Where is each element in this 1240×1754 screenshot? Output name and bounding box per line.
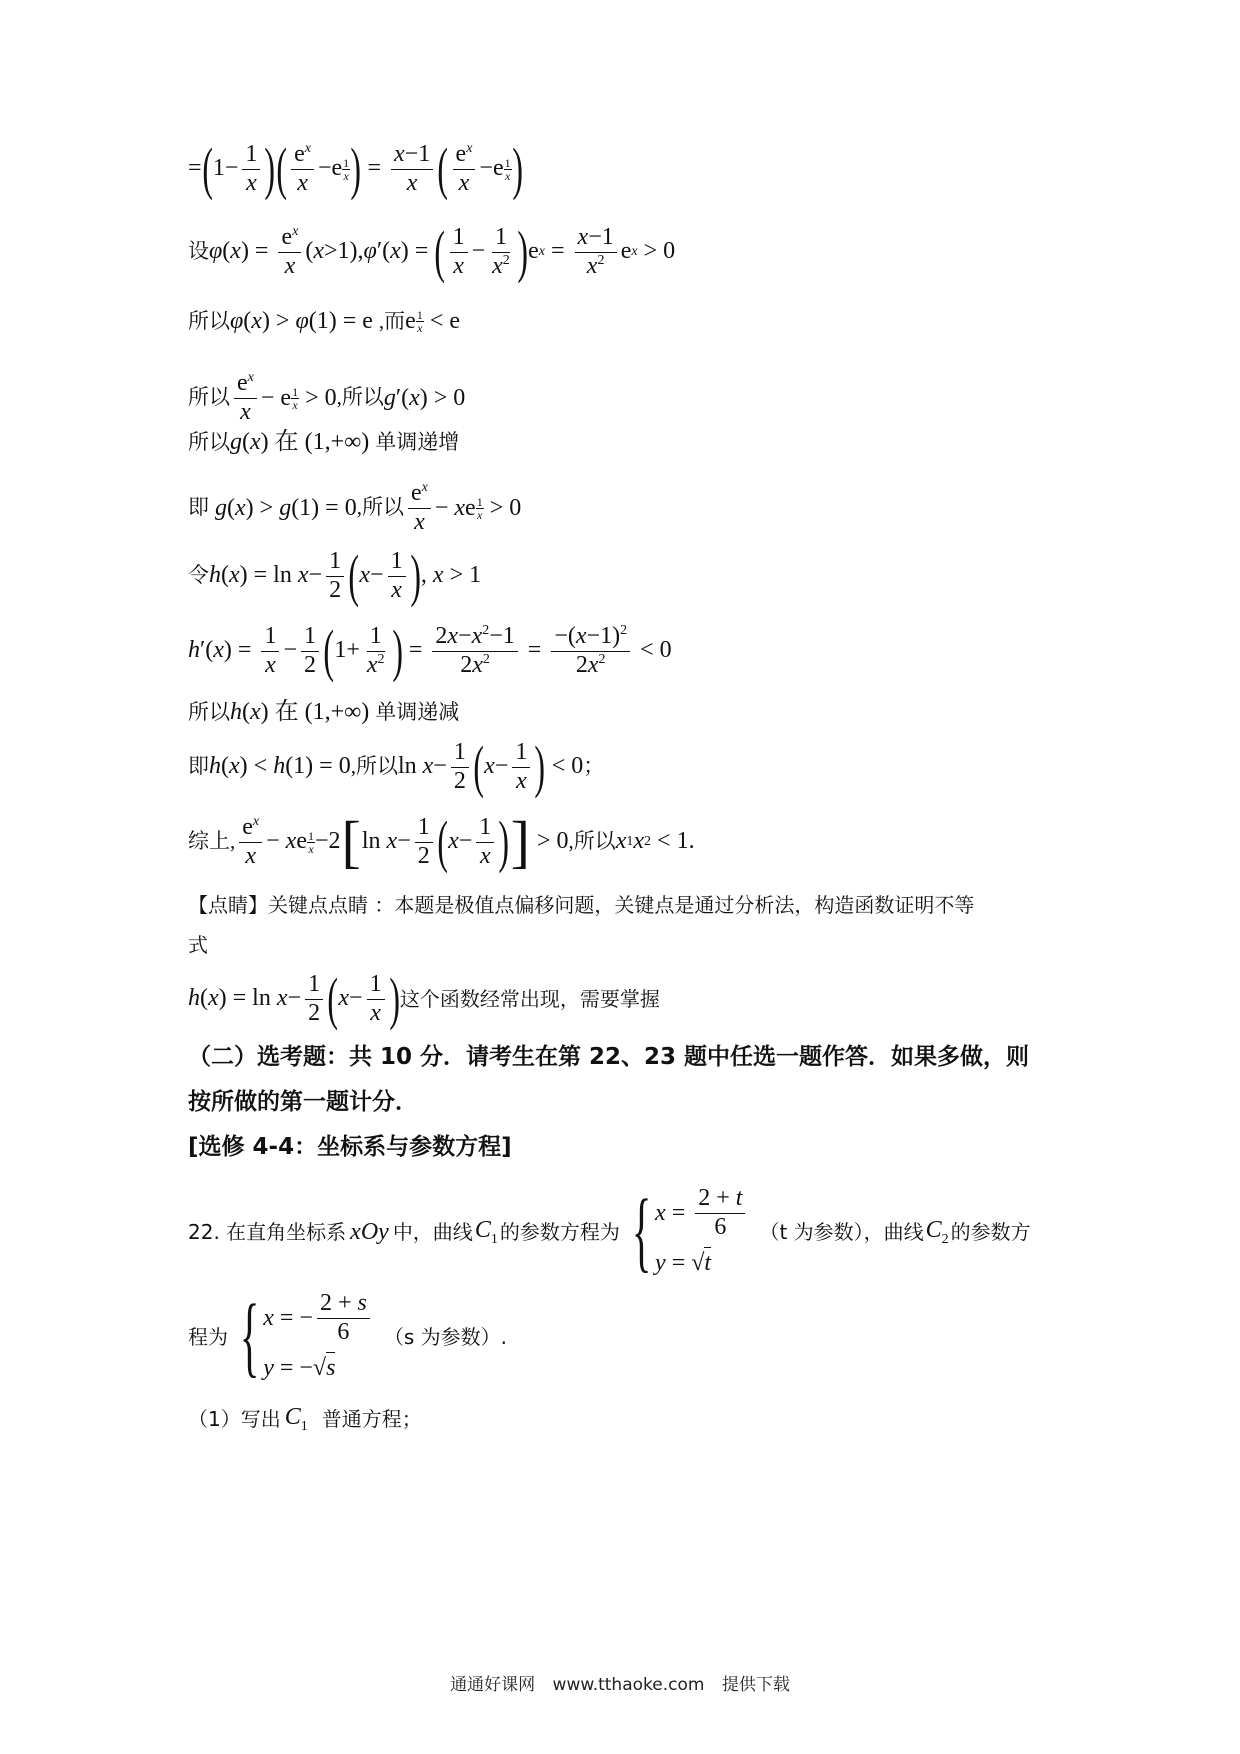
label-suoyi: 所以 [188,699,230,724]
dianjing-tail-text: 这个函数经常出现，需要掌握 [399,987,660,1011]
connector-er: ,而 [378,308,406,333]
q22-text: 程为 [188,1325,228,1350]
section-heading-line-1 [188,1037,1068,1078]
q22-text: 的参数方 [950,1220,1031,1245]
footer-site-name: 通通好课网 [450,1675,536,1695]
connector-suoyi: ,所以 [356,495,404,520]
q22-text: （t 为参数），曲线 [759,1220,924,1245]
equation-line-4: 所以 $\frac{e^x}{x}$ − e $\frac{1}{x}$ > 0 ,所以 g ′( x ) > 0 [188,370,466,425]
connector-suoyi: ,所以 [568,829,616,854]
footer-action: 提供下载 [721,1675,790,1695]
equation-line-5: 所以 g ( x ) 在 (1,+∞) 单调递增 [188,429,460,455]
label-zongshang: 综上, [188,829,236,854]
parametric-system-c1: { x = $\frac{2 + t}{6}$ y = √ t [620,1185,750,1279]
question-22-part-1: （1）写出 $C_1$ 普通方程； [188,1404,422,1434]
monotone-decreasing-text: 单调递减 [375,699,460,724]
section-heading-line-2 [188,1082,1068,1123]
dianjing-text: 【点睛】关键点点睛 ：本题是极值点偏移问题，关键点是通过分析法，构造函数证明不等 [188,893,975,917]
section-heading-text: （二）选考题：共 10 分．请考生在第 22、23 题中任选一题作答．如果多做，则 [188,1044,1030,1070]
label-ji: 即 [188,754,209,779]
equation-line-11: 综上, $\frac{e^x}{x}$ − x e $\frac{1}{x}$ −2 [ ln x − $\frac{1}{2}$ ( x − $\frac{1}{x}$ ) ] > 0 ,所以 x 1 x 2 < 1 . [188,809,695,874]
equals-sign: = [188,155,202,182]
equation-line-3: 所以 φ ( x ) > φ (1) = e ,而 e $\frac{1}{x}$ < e [188,308,461,336]
equation-line-9: 所以 h ( x ) 在 (1,+∞) 单调递减 [188,699,460,725]
label-suoyi: 所以 [188,308,230,333]
period: . [688,828,695,855]
monotone-increasing-text: 单调递增 [375,429,460,454]
dianjing-text-cont: 式 [188,933,208,957]
label-suoyi: 所以 [188,385,230,410]
connector-suoyi: ,所以 [350,754,398,779]
dianjing-line-1 [188,892,1058,918]
question-22-line-2 [188,1287,1058,1387]
part-label: （1）写出 [188,1406,281,1431]
section-heading-text-cont: 按所做的第一题计分． [188,1089,418,1115]
q22-text: 中，曲线 [392,1220,473,1245]
label-suoyi: 所以 [188,429,230,454]
question-number: 22. 在直角坐标系 [188,1220,347,1245]
dianjing-formula-line: h ( x ) = ln x − $\frac{1}{2}$ ( x − $\frac{1}{x}$ ) 这个函数经常出现，需要掌握 [188,966,660,1031]
label-ling: 令 [188,563,209,588]
section-subheading [188,1127,1068,1168]
connector-suoyi: ,所以 [336,385,384,410]
q22-text: 的参数方程为 [499,1220,620,1245]
footer-url[interactable]: www.tthaoke.com [552,1675,705,1695]
label-ji: 即 [188,495,209,520]
subheading-text: [选修 4-4：坐标系与参数方程] [188,1134,512,1160]
question-22-line-1: 22. 在直角坐标系 xOy 中，曲线 $C_1$ 的参数方程为 { x = $\frac{2 + t}{6}$ y = √ t （t 为参数），曲线 $C_2$ 的参数方 [188,1182,1031,1282]
equation-line-8: h ′( x ) = $\frac{1}{x}$ − $\frac{1}{2}$ ( 1+ $\frac{1}{x^2}$ ) = $\frac{2x-x^2-1}{2x^2}$ = $\frac{-(x-1)^2}{2x^2}$ < 0 [188,618,672,683]
dianjing-line-2 [188,932,1058,958]
q22-text: （s 为参数）. [383,1325,507,1350]
parametric-system-c2: { x = − $\frac{2 + s}{6}$ y = −√ s [228,1290,374,1384]
page-footer [0,1670,1240,1695]
equation-line-1: = ( 1− $\frac{1}{x}$ ) ( $\frac{e^x}{x}$ −e $\frac{1}{x}$ ) = $\frac{x-1}{x}$ ( $\frac{e^x}{x}$ −e $\frac{1}{x}$ ) [188,136,523,201]
equation-line-10: 即 h ( x ) < h (1) = 0 ,所以 ln x − $\frac{1}{2}$ ( x − $\frac{1}{x}$ ) < 0 ； [188,734,605,799]
equation-line-7: 令 h ( x ) = ln x − $\frac{1}{2}$ ( x − $\frac{1}{x}$ ) , x > 1 [188,543,482,608]
semicolon: ； [583,754,605,779]
part-text: 普通方程； [321,1406,422,1431]
equation-line-2: 设 φ ( x ) = $\frac{e^x}{x}$ ( x >1), φ ′( x ) = ( $\frac{1}{x}$ − $\frac{1}{x^2}$ ) e x = $\frac{x-1}{x^2}$ e x > 0 [188,219,676,284]
equation-line-6: 即 g ( x ) > g (1) = 0 ,所以 $\frac{e^x}{x}$ − x e $\frac{1}{x}$ > 0 [188,480,522,535]
label-she: 设 [188,239,209,264]
